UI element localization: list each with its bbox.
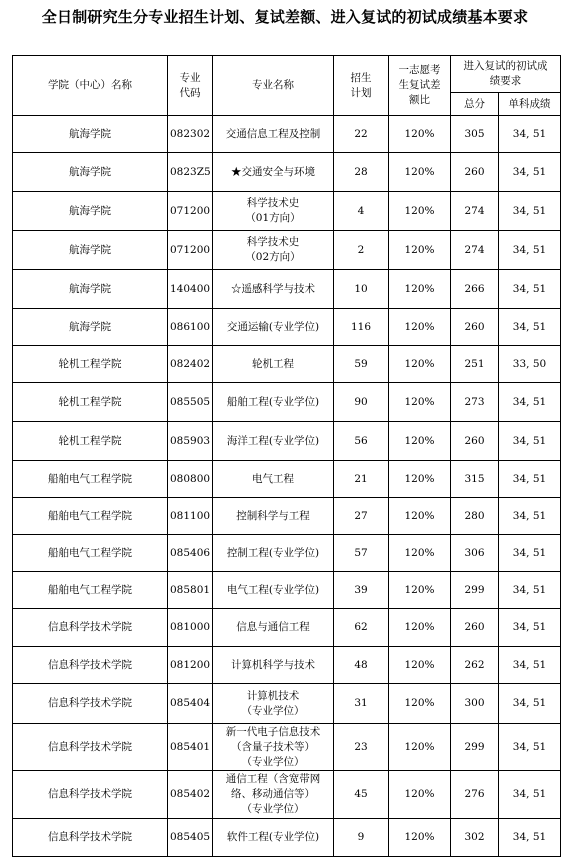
ratio-cell: 120%: [389, 647, 451, 684]
code-cell: 082302: [168, 116, 213, 153]
code-cell: 085801: [168, 572, 213, 609]
major-cell: 交通信息工程及控制: [213, 116, 334, 153]
total-score-cell: 274: [451, 231, 499, 270]
major-cell: 科学技术史 （01方向）: [213, 192, 334, 231]
college-cell: 信息科学技术学院: [13, 609, 168, 647]
ratio-cell: 120%: [389, 270, 451, 309]
major-cell: 海洋工程(专业学位): [213, 422, 334, 461]
total-score-cell: 274: [451, 192, 499, 231]
single-score-cell: 34, 51: [499, 231, 561, 270]
header-ratio: 一志愿考 生复试差 额比: [389, 56, 451, 116]
table-row: [13, 422, 561, 461]
table-row: [13, 535, 561, 572]
plan-cell: 31: [334, 684, 389, 724]
code-cell: 085505: [168, 383, 213, 422]
code-cell: 071200: [168, 192, 213, 231]
ratio-cell: 120%: [389, 116, 451, 153]
plan-cell: 62: [334, 609, 389, 647]
single-score-cell: 34, 51: [499, 684, 561, 724]
total-score-cell: 305: [451, 116, 499, 153]
ratio-cell: 120%: [389, 609, 451, 647]
plan-cell: 59: [334, 346, 389, 383]
total-score-cell: 260: [451, 309, 499, 346]
single-score-cell: 34, 51: [499, 153, 561, 192]
ratio-cell: 120%: [389, 535, 451, 572]
total-score-cell: 306: [451, 535, 499, 572]
total-score-cell: 260: [451, 153, 499, 192]
code-cell: 071200: [168, 231, 213, 270]
major-cell: 控制工程(专业学位): [213, 535, 334, 572]
single-score-cell: 34, 51: [499, 270, 561, 309]
table-row: [13, 771, 561, 819]
college-cell: 信息科学技术学院: [13, 771, 168, 819]
total-score-cell: 300: [451, 684, 499, 724]
header-requirement: 进入复试的初试成 绩要求: [451, 56, 561, 93]
major-cell: 新一代电子信息技术 （含量子技术等） （专业学位）: [213, 724, 334, 771]
table-row: [13, 309, 561, 346]
college-cell: 航海学院: [13, 270, 168, 309]
major-cell: ☆遥感科学与技术: [213, 270, 334, 309]
ratio-cell: 120%: [389, 422, 451, 461]
major-cell: 科学技术史 （02方向）: [213, 231, 334, 270]
plan-cell: 2: [334, 231, 389, 270]
single-score-cell: 34, 51: [499, 498, 561, 535]
header-major: 专业名称: [213, 56, 334, 116]
plan-cell: 56: [334, 422, 389, 461]
code-cell: 086100: [168, 309, 213, 346]
header-total: 总分: [451, 93, 499, 116]
college-cell: 航海学院: [13, 309, 168, 346]
table-row: [13, 684, 561, 724]
single-score-cell: 33, 50: [499, 346, 561, 383]
header-plan: 招生 计划: [334, 56, 389, 116]
college-cell: 轮机工程学院: [13, 383, 168, 422]
major-cell: 电气工程: [213, 461, 334, 498]
college-cell: 信息科学技术学院: [13, 724, 168, 771]
total-score-cell: 299: [451, 724, 499, 771]
major-cell: 软件工程(专业学位): [213, 819, 334, 857]
plan-cell: 57: [334, 535, 389, 572]
single-score-cell: 34, 51: [499, 461, 561, 498]
single-score-cell: 34, 51: [499, 192, 561, 231]
college-cell: 轮机工程学院: [13, 346, 168, 383]
code-cell: 081200: [168, 647, 213, 684]
table-row: [13, 647, 561, 684]
college-cell: 信息科学技术学院: [13, 647, 168, 684]
college-cell: 船舶电气工程学院: [13, 498, 168, 535]
total-score-cell: 260: [451, 422, 499, 461]
header-college: 学院（中心）名称: [13, 56, 168, 116]
single-score-cell: 34, 51: [499, 116, 561, 153]
total-score-cell: 260: [451, 609, 499, 647]
header-single: 单科成绩: [499, 93, 561, 116]
college-cell: 信息科学技术学院: [13, 684, 168, 724]
college-cell: 船舶电气工程学院: [13, 572, 168, 609]
single-score-cell: 34, 51: [499, 572, 561, 609]
code-cell: 0823Z5: [168, 153, 213, 192]
code-cell: 082402: [168, 346, 213, 383]
total-score-cell: 262: [451, 647, 499, 684]
major-cell: 通信工程（含宽带网 络、移动通信等） （专业学位）: [213, 771, 334, 819]
header-row-1: [13, 56, 561, 93]
single-score-cell: 34, 51: [499, 819, 561, 857]
ratio-cell: 120%: [389, 153, 451, 192]
plan-cell: 45: [334, 771, 389, 819]
major-cell: 船舶工程(专业学位): [213, 383, 334, 422]
college-cell: 轮机工程学院: [13, 422, 168, 461]
plan-cell: 22: [334, 116, 389, 153]
plan-cell: 39: [334, 572, 389, 609]
college-cell: 船舶电气工程学院: [13, 461, 168, 498]
ratio-cell: 120%: [389, 192, 451, 231]
table-row: [13, 461, 561, 498]
total-score-cell: 276: [451, 771, 499, 819]
code-cell: 085402: [168, 771, 213, 819]
table-row: [13, 270, 561, 309]
table-row: [13, 192, 561, 231]
code-cell: 085406: [168, 535, 213, 572]
plan-cell: 21: [334, 461, 389, 498]
code-cell: 085405: [168, 819, 213, 857]
single-score-cell: 34, 51: [499, 422, 561, 461]
single-score-cell: 34, 51: [499, 609, 561, 647]
total-score-cell: 299: [451, 572, 499, 609]
table-body: [13, 56, 561, 857]
ratio-cell: 120%: [389, 383, 451, 422]
single-score-cell: 34, 51: [499, 724, 561, 771]
plan-cell: 90: [334, 383, 389, 422]
major-cell: ★交通安全与环境: [213, 153, 334, 192]
major-cell: 轮机工程: [213, 346, 334, 383]
table-row: [13, 724, 561, 771]
total-score-cell: 266: [451, 270, 499, 309]
table-row: [13, 346, 561, 383]
total-score-cell: 302: [451, 819, 499, 857]
major-cell: 信息与通信工程: [213, 609, 334, 647]
page-title: 全日制研究生分专业招生计划、复试差额、进入复试的初试成绩基本要求: [41, 8, 529, 26]
total-score-cell: 273: [451, 383, 499, 422]
total-score-cell: 280: [451, 498, 499, 535]
plan-cell: 9: [334, 819, 389, 857]
college-cell: 航海学院: [13, 153, 168, 192]
plan-cell: 28: [334, 153, 389, 192]
college-cell: 船舶电气工程学院: [13, 535, 168, 572]
ratio-cell: 120%: [389, 231, 451, 270]
code-cell: 085404: [168, 684, 213, 724]
admission-table: [12, 55, 561, 857]
college-cell: 航海学院: [13, 116, 168, 153]
major-cell: 控制科学与工程: [213, 498, 334, 535]
single-score-cell: 34, 51: [499, 383, 561, 422]
header-code: 专业 代码: [168, 56, 213, 116]
ratio-cell: 120%: [389, 498, 451, 535]
single-score-cell: 34, 51: [499, 647, 561, 684]
total-score-cell: 251: [451, 346, 499, 383]
plan-cell: 10: [334, 270, 389, 309]
major-cell: 电气工程(专业学位): [213, 572, 334, 609]
major-cell: 计算机技术 （专业学位）: [213, 684, 334, 724]
plan-cell: 23: [334, 724, 389, 771]
code-cell: 140400: [168, 270, 213, 309]
ratio-cell: 120%: [389, 461, 451, 498]
code-cell: 081100: [168, 498, 213, 535]
table-row: [13, 609, 561, 647]
code-cell: 080800: [168, 461, 213, 498]
plan-cell: 116: [334, 309, 389, 346]
code-cell: 085903: [168, 422, 213, 461]
ratio-cell: 120%: [389, 346, 451, 383]
plan-cell: 27: [334, 498, 389, 535]
table-row: [13, 498, 561, 535]
table-row: [13, 383, 561, 422]
ratio-cell: 120%: [389, 572, 451, 609]
table-row: [13, 819, 561, 857]
table-row: [13, 572, 561, 609]
table-row: [13, 231, 561, 270]
plan-cell: 4: [334, 192, 389, 231]
major-cell: 计算机科学与技术: [213, 647, 334, 684]
table-row: [13, 153, 561, 192]
ratio-cell: 120%: [389, 819, 451, 857]
single-score-cell: 34, 51: [499, 771, 561, 819]
college-cell: 航海学院: [13, 192, 168, 231]
ratio-cell: 120%: [389, 309, 451, 346]
total-score-cell: 315: [451, 461, 499, 498]
code-cell: 081000: [168, 609, 213, 647]
college-cell: 航海学院: [13, 231, 168, 270]
major-cell: 交通运输(专业学位): [213, 309, 334, 346]
ratio-cell: 120%: [389, 771, 451, 819]
college-cell: 信息科学技术学院: [13, 819, 168, 857]
plan-cell: 48: [334, 647, 389, 684]
single-score-cell: 34, 51: [499, 535, 561, 572]
code-cell: 085401: [168, 724, 213, 771]
ratio-cell: 120%: [389, 684, 451, 724]
single-score-cell: 34, 51: [499, 309, 561, 346]
table-row: [13, 116, 561, 153]
ratio-cell: 120%: [389, 724, 451, 771]
